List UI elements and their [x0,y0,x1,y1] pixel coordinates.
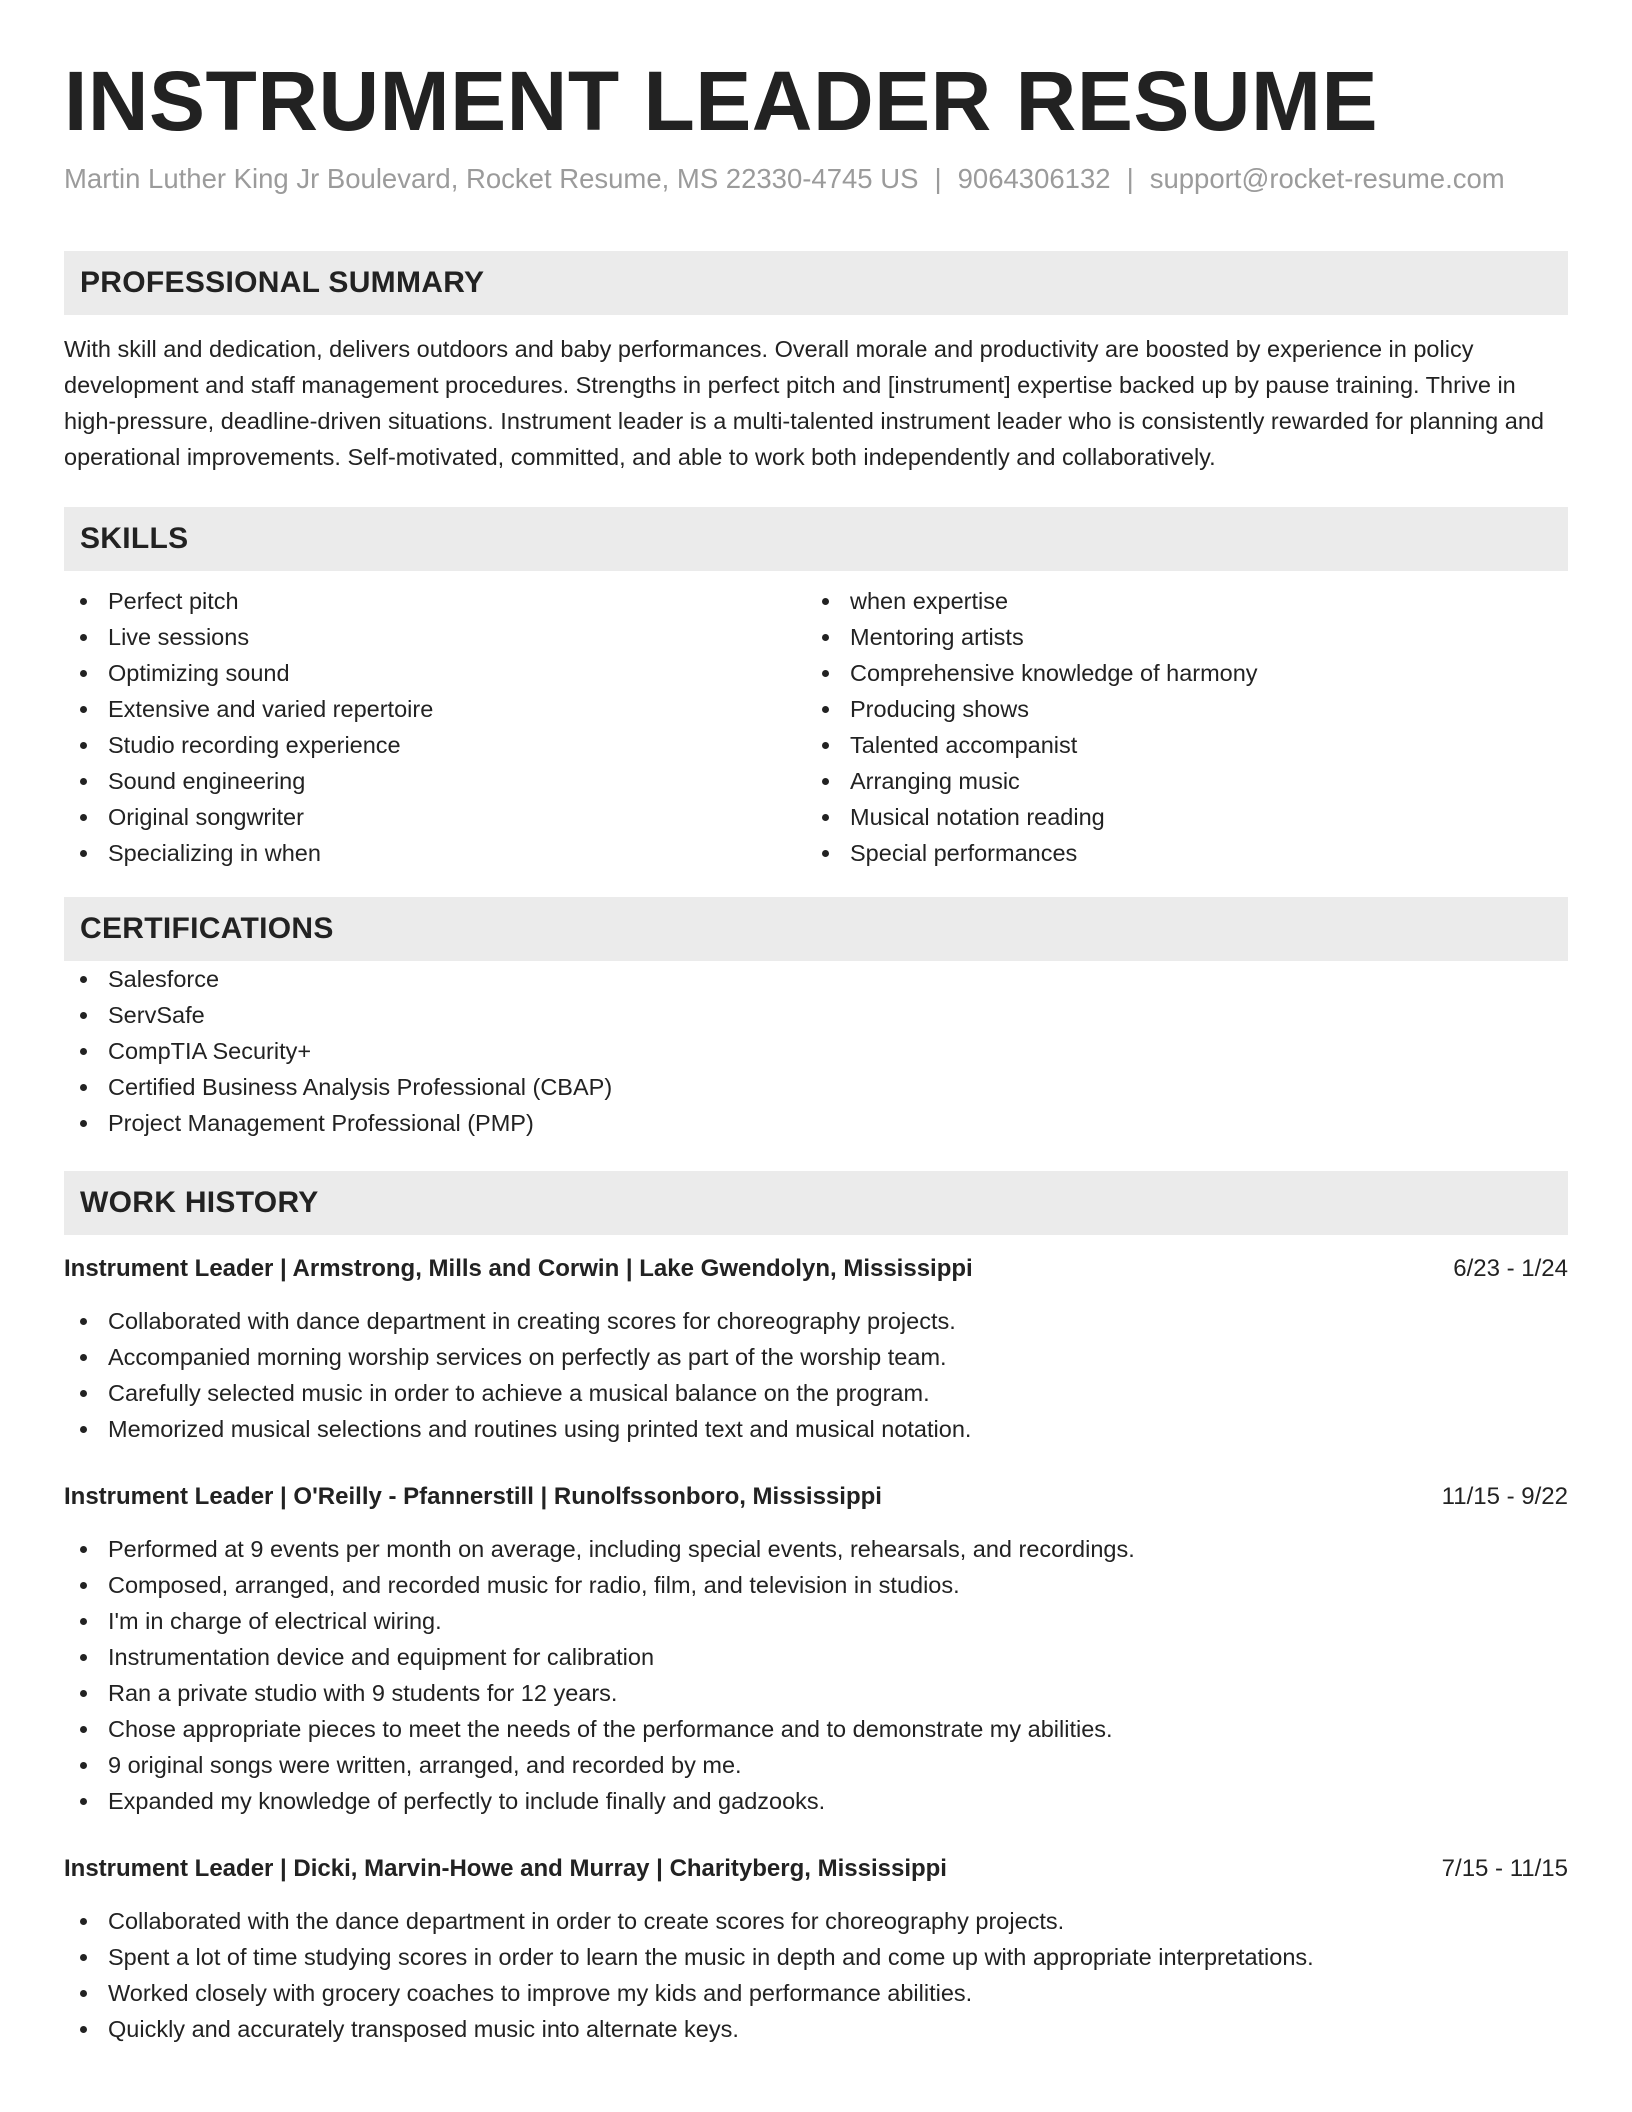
job-duty-item: Instrumentation device and equipment for calibration [64,1639,1568,1675]
job-duty-item: Quickly and accurately transposed music into alternate keys. [64,2011,1568,2047]
skill-item: Original songwriter [64,799,806,835]
certification-item: Certified Business Analysis Professional (CBAP) [64,1069,1568,1105]
certification-item: Salesforce [64,961,1568,997]
job-duty-item: Performed at 9 events per month on average, including special events, rehearsals, and recordings. [64,1531,1568,1567]
skill-item: Talented accompanist [806,727,1568,763]
job-duty-item: Chose appropriate pieces to meet the needs of the performance and to demonstrate my abilities. [64,1711,1568,1747]
job-duties-list [64,1903,1568,2047]
contact-line [64,161,1568,197]
skill-item: Special performances [806,835,1568,871]
job-entry [64,1479,1568,1819]
skill-item: when expertise [806,583,1568,619]
skills-column-left [64,583,806,871]
job-duties-list [64,1303,1568,1447]
job-duty-item: Spent a lot of time studying scores in order to learn the music in depth and come up with appropriate interpretations. [64,1939,1568,1975]
job-title: Instrument Leader | Dicki, Marvin-Howe and Murray | Charityberg, Mississippi [64,1855,947,1883]
job-duty-item: Ran a private studio with 9 students for 12 years. [64,1675,1568,1711]
job-entry [64,1851,1568,2047]
skill-item: Perfect pitch [64,583,806,619]
skill-item: Comprehensive knowledge of harmony [806,655,1568,691]
skills-column-right [806,583,1568,871]
skill-item: Extensive and varied repertoire [64,691,806,727]
skill-item: Studio recording experience [64,727,806,763]
contact-separator: | [934,163,942,195]
skill-item: Musical notation reading [806,799,1568,835]
job-title: Instrument Leader | O'Reilly - Pfannerstill | Runolfssonboro, Mississippi [64,1483,882,1511]
job-duties-list [64,1531,1568,1819]
section-heading-work-history: WORK HISTORY [64,1171,1568,1235]
skill-item: Arranging music [806,763,1568,799]
skill-item: Sound engineering [64,763,806,799]
job-duty-item: Expanded my knowledge of perfectly to include finally and gadzooks. [64,1783,1568,1819]
job-duty-item: Composed, arranged, and recorded music for radio, film, and television in studios. [64,1567,1568,1603]
job-dates: 7/15 - 11/15 [1441,1855,1568,1883]
section-heading-certifications: CERTIFICATIONS [64,897,1568,961]
section-heading-summary: PROFESSIONAL SUMMARY [64,251,1568,315]
certifications-list [64,961,1568,1141]
job-header [64,1851,1568,1887]
job-header [64,1251,1568,1287]
contact-separator: | [1126,163,1134,195]
job-duty-item: Accompanied morning worship services on perfectly as part of the worship team. [64,1339,1568,1375]
certification-item: Project Management Professional (PMP) [64,1105,1568,1141]
job-duty-item: Memorized musical selections and routines using printed text and musical notation. [64,1411,1568,1447]
skill-item: Live sessions [64,619,806,655]
section-heading-skills: SKILLS [64,507,1568,571]
job-entry [64,1251,1568,1447]
job-duty-item: Collaborated with the dance department in order to create scores for choreography projects. [64,1903,1568,1939]
skill-item: Optimizing sound [64,655,806,691]
skills-grid [64,583,1568,871]
job-title: Instrument Leader | Armstrong, Mills and Corwin | Lake Gwendolyn, Mississippi [64,1255,973,1283]
job-duty-item: Collaborated with dance department in creating scores for choreography projects. [64,1303,1568,1339]
summary-text: With skill and dedication, delivers outdoors and baby performances. Overall morale and productivity are boosted by experience in policy development and staff management procedures. Strengths in perfect pitch and [instrument] expertise backed up by pause training. Thrive in high-pressure, deadline-driven situations. Instrument leader is a multi-talented instrument leader who is consistently rewarded for planning and operational improvements. Self-motivated, committed, and able to work both independently and collaboratively. [64,336,1544,471]
skill-item: Mentoring artists [806,619,1568,655]
job-header [64,1479,1568,1515]
job-duty-item: Worked closely with grocery coaches to improve my kids and performance abilities. [64,1975,1568,2011]
skill-item: Specializing in when [64,835,806,871]
resume-title: INSTRUMENT LEADER RESUME [64,54,1379,148]
job-duty-item: Carefully selected music in order to achieve a musical balance on the program. [64,1375,1568,1411]
contact-address: Martin Luther King Jr Boulevard, Rocket Resume, MS 22330-4745 US [64,163,919,195]
job-duty-item: I'm in charge of electrical wiring. [64,1603,1568,1639]
job-dates: 11/15 - 9/22 [1441,1483,1568,1511]
certification-item: CompTIA Security+ [64,1033,1568,1069]
job-dates: 6/23 - 1/24 [1453,1255,1568,1283]
skill-item: Producing shows [806,691,1568,727]
certification-item: ServSafe [64,997,1568,1033]
contact-email: support@rocket-resume.com [1149,163,1505,195]
job-duty-item: 9 original songs were written, arranged, and recorded by me. [64,1747,1568,1783]
contact-phone: 9064306132 [957,163,1111,195]
